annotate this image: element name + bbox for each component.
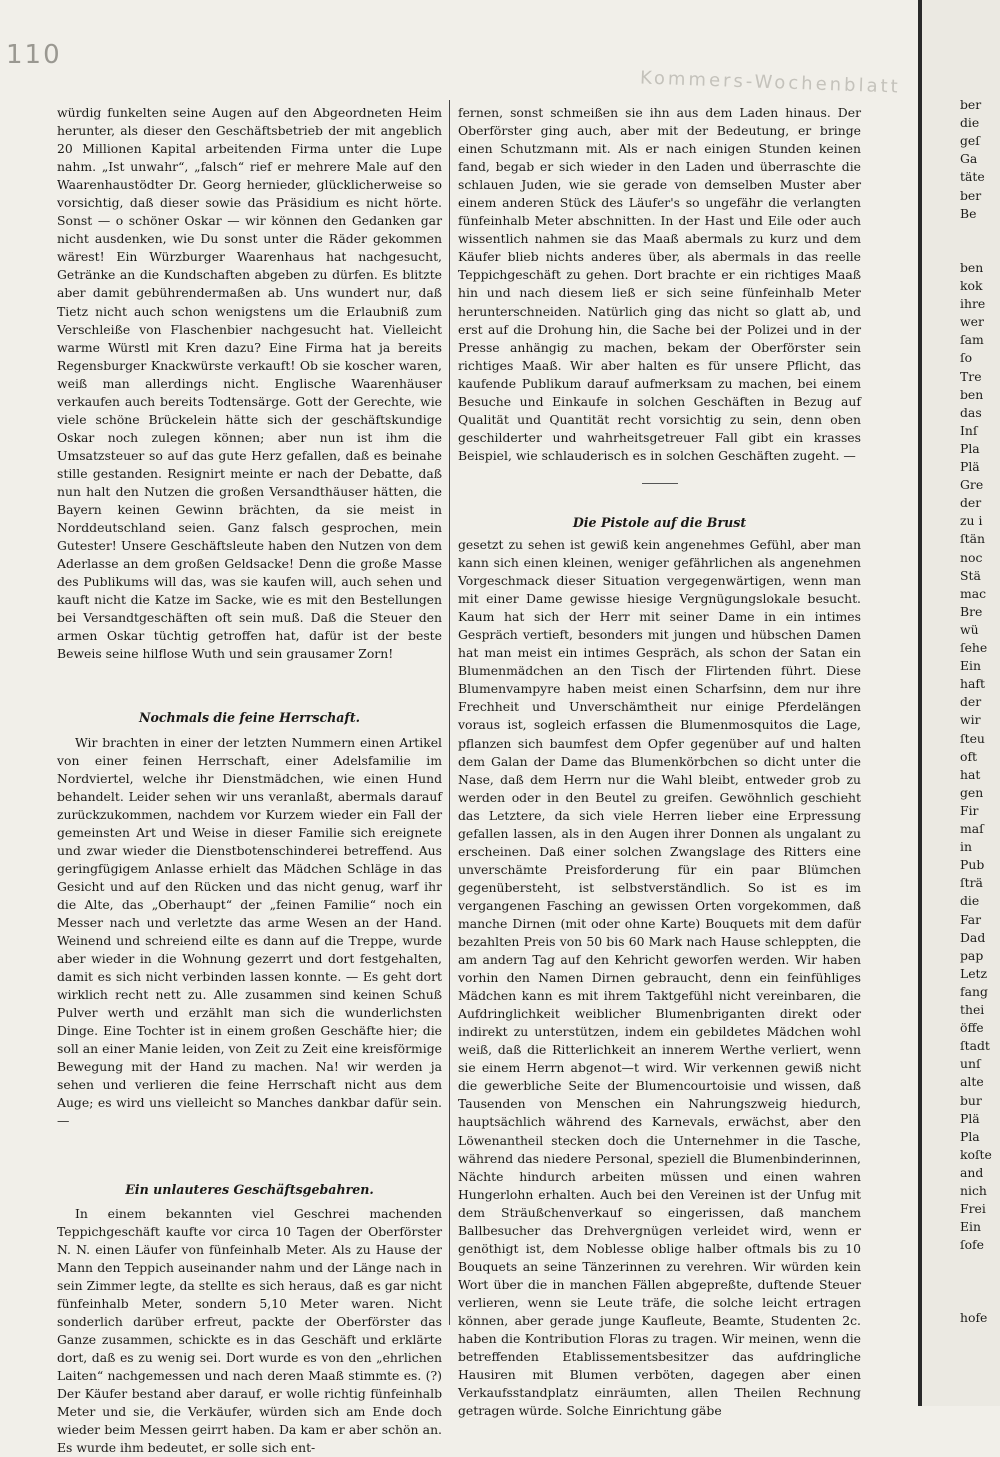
edge-fragment: ber — [960, 97, 982, 112]
edge-fragment: haft — [960, 676, 985, 692]
middle-column — [458, 104, 861, 1420]
edge-fragment: täte — [960, 169, 985, 185]
edge-fragment: wü — [960, 621, 979, 637]
edge-fragment: der — [960, 495, 982, 511]
edge-fragment: koſte — [960, 1146, 992, 1162]
edge-fragment: in — [960, 839, 972, 855]
edge-fragment: alte — [960, 1074, 984, 1090]
edge-fragment: ſtadt — [960, 1038, 990, 1054]
edge-fragment: Far — [960, 911, 982, 927]
edge-fragment: bur — [960, 1092, 982, 1108]
article-text: gesetzt zu sehen ist gewiß kein angenehmes Gefühl, aber man kann sich einen kleinen, weniger gefährlichen als angenehmen Vorgeschmack dieser Situation vergegenwärtigen, wenn man mit einer Dame gewisse hiesige Vergnügungslokale besucht. Kaum hat sich der Herr mit seiner Dame in ein intimes Gespräch vertieft, besonders mit jungen und hübschen Damen hat man meist ein intimes Gespräch, als schon der Satan ein Blumenmädchen an den Tisch der Flirtenden führt. Diese Blumenvampyre haben meist einen Scharfsinn, dem nur ihre Frechheit und Unverschämtheit nur einige Pferdelängen voraus ist, sogleich erfassen die Blumenmosquitos die Lage, pflanzen sich baumfest dem Opfer gegenüber auf und halten dem Galan der Dame das Blumenkörbchen so dicht unter die Nase, daß dem Herrn nur die Wahl bleibt, entweder grob zu werden oder in den Beutel zu greifen. Gewöhnlich geschieht das Letztere, da sich viele Herren lieber eine Erpressung gefallen lassen, als in den Augen ihrer Donnen als ungalant zu erscheinen. Daß einer solchen Zwangslage des Ritters eine unverschämte Preisforderung für ein paar Blümchen gegenübersteht, ist selbstverständlich. So ist es im vergangenen Fasching an gewissen Orten vorgekommen, daß manche Dirnen (mit oder ohne Karte) Bouquets mit dem dafür bezahlten Preis von 50 bis 60 Mark nach Hause schleppten, die am andern Tag auf den Kehricht geworfen werden. Wir haben vorhin den Namen Dirnen gebraucht, denn ein feinfühliges Mädchen kann es mit ihrem Taktgefühl nicht vereinbaren, die Aufdringlichkeit weiblicher Blumenbriganten direkt oder indirekt zu unterstützen, indem ein gebildetes Mädchen wohl weiß, daß die Ritterlichkeit an innerem Werthe verliert, wenn sie einem Herrn abgenot—t wird. Wir verkennen gewiß nicht die gewerbliche Seite der Blumencourtoisie und wissen, daß Tausenden von Menschen ein Nahrungszweig hiedurch, hauptsächlich während des Karnevals, erwächst, aber den Löwenantheil stecken doch die Unternehmer in die Tasche, während das niedere Personal, speziell die Blumenbinderinnen, Nächte hindurch arbeiten müssen und einen wahren Hungerlohn erhalten. Auch bei den Vereinen ist der Unfug mit dem Sträußchenverkauf so eingerissen, daß manchem Ballbesucher das Drehvergnügen verleidet wird, wenn er genöthigt ist, dem Noblesse oblige halber oftmals bis zu 10 Bouquets an seine Tänzerinnen zu verehren. Wir würden kein Wort über die in manchen Fällen abgepreßte, duftende Steuer verlieren, wenn sie Leute träfe, die solche leicht ertragen können, aber gerade junge Kaufleute, Beamte, Studenten 2c. haben die Kontribution Floras zu tragen. Wir meinen, wenn die betreffenden Etablissementsbesitzer das aufdringliche Hausiren mit Blumen verböten, dagegen aber einen Verkaufsstandplatz einräumten, allen Theilen Rechnung getragen würde. Solche Einrichtung gäbe — [458, 536, 861, 1419]
edge-fragment: mac — [960, 585, 987, 601]
edge-fragment: das — [960, 404, 982, 420]
edge-fragment: fang — [960, 983, 988, 999]
edge-fragment: Bre — [960, 603, 983, 619]
edge-fragment: Tre — [960, 368, 982, 384]
edge-fragment: ſträ — [960, 875, 983, 891]
edge-fragment: Pla — [960, 440, 980, 456]
edge-fragment: die — [960, 893, 980, 909]
edge-fragment: thei — [960, 1002, 985, 1017]
edge-fragment: öffe — [960, 1020, 984, 1036]
edge-fragment: Pub — [960, 857, 985, 873]
edge-fragment: Dad — [960, 929, 986, 945]
edge-fragment: unſ — [960, 1056, 981, 1072]
edge-fragment: ſteu — [960, 730, 985, 746]
edge-fragment: ſehe — [960, 640, 988, 655]
edge-fragment: die — [960, 115, 980, 131]
intro-article-text: würdig funkelten seine Augen auf den Abgeordneten Heim herunter, als dieser den Geschäftsbetrieb der mit angeblich 20 Millionen Kapital arbeitenden Firma unter die Lupe nahm. „Ist unwahr“, „falsch“ rief er mehrere Male auf den Waarenhaustödter Dr. Georg hernieder, glücklicherweise so vorsichtig, daß dieser sowie das Präsidium es nicht hörte. Sonst — o schöner Oskar — wir können den Gedanken gar nicht ausdenken, wie Du sonst unter die Räder gekommen wärest! Ein Würzburger Waarenhaus hat nachgesucht, Getränke an die Kundschaften abgeben zu dürfen. Es blitzte aber damit gebührendermaßen ab. Uns wundert nur, daß Tietz nicht auch schon wenigstens um die Erlaubniß zum Verschleiße von Flaschenbier nachgesucht hat. Vielleicht warme Würstl mit Kren dazu? Eine Firma hat ja bereits Regensburger Knackwürste verkauft! Ob sie koscher waren, weiß man allerdings nicht. Englische Waarenhäuser verkaufen auch bereits Todtensärge. Gott der Gerechte, wie viele schöne Brückelein hätte sich der geschäftskundige Oskar noch zulegen können; aber nun ist ihm die Umsatzsteuer so auf das gute Herz gefallen, daß es beinahe stille gestanden. Resignirt meinte er nach der Debatte, daß nun halt den Nutzen die großen Versandthäuser hätten, die Bayern keinen Gewinn brächten, da sie meist in Norddeutschland seien. Ganz falsch gesprochen, mein Gutester! Unsere Geschäftsleute haben den Nutzen von dem Aderlasse an dem großen Geldsacke! Denn die große Masse des Publikums will das, was sie kaufen will, auch sehen und kauft nicht die Katze im Sacke, wie es mit den Bestellungen bei Versandtgeschäften oft sein muß. Daß die Steuer den armen Oskar tüchtig getroffen hat, dafür ist der beste Beweis seine hilflose Wuth und sein grausamer Zorn! — [57, 105, 442, 662]
edge-fragment: oft — [960, 748, 978, 764]
library-stamp: Kommers-Wochenblatt — [639, 67, 902, 98]
edge-fragment: ſofe — [960, 1237, 984, 1253]
edge-fragment: Ein — [960, 658, 981, 674]
edge-fragment: maſ — [960, 821, 984, 836]
edge-fragment: zu i — [960, 513, 983, 529]
edge-fragment: ihre — [960, 296, 986, 312]
edge-fragment: wir — [960, 712, 981, 728]
article-title: Nochmals die feine Herrschaft. — [138, 710, 361, 726]
edge-fragment: Be — [960, 205, 977, 221]
edge-fragment: wer — [960, 314, 984, 330]
left-column — [57, 104, 442, 1457]
edge-fragment: Pla — [960, 1128, 980, 1144]
edge-fragment: ſtän — [960, 531, 985, 547]
article-title: Ein unlauteres Geschäftsgebahren. — [125, 1181, 374, 1197]
edge-fragment: ben — [960, 386, 984, 402]
edge-fragment: Inſ — [960, 422, 978, 438]
edge-fragment: Stä — [960, 567, 981, 583]
article-text: Wir brachten in einer der letzten Nummern einen Artikel von einer feinen Herrschaft, einer Adelsfamilie im Nordviertel, welche ihr Dienstmädchen, wie einen Hund behandelt. Leider sehen wir uns veranlaßt, abermals darauf zurückzukommen, nachdem vor Kurzem wieder ein Fall der gemeinsten Art und Weise in dieser Familie sich ereignete und zwar wieder die Dienstbotenschinderei betreffend. Aus geringfügigem Anlasse erhielt das Mädchen Schläge in das Gesicht und auf den Rücken und das nicht genug, warf ihr die Alte, das „Oberhaupt“ der „feinen Familie“ noch ein Messer nach und verletzte das arme Wesen an der Hand. Weinend und schreiend eilte es dann auf die Treppe, wurde aber wieder in die Wohnung gezerrt und dort festgehalten, damit es sich nicht verbinden lassen konnte. — Es geht dort wirklich recht nett zu. Alle zusammen sind keinen Schuß Pulver werth und erzählt man sich die wunderlichsten Dinge. Eine Tochter ist in einem großen Geschäfte hier; die soll an einer Manie leiden, von Zeit zu Zeit eine kreisförmige Bewegung mit der Hand zu machen. Na! wir werden ja sehen und verlieren die feine Herrschaft nicht aus dem Auge; es wird uns vielleicht so Manches dankbar dafür sein. — — [57, 734, 442, 1129]
article-text: In einem bekannten viel Geschrei machenden Teppichgeschäft kaufte vor circa 10 Tagen der Oberförster N. N. einen Läufer von fünfeinhalb Meter. Als zu Hause der Mann den Teppich auseinander nahm und der Länge nach in sein Zimmer legte, da stellte es sich heraus, daß es gar nicht fünfeinhalb Meter, sondern 5,10 Meter waren. Nicht sonderlich darüber erfreut, packte der Oberförster das Ganze zusammen, schickte es in das Geschäft und erklärte dort, daß es zu wenig sei. Dort wurde es von den „ehrlichen Laiten“ nachgemessen und nach deren Maaß stimmte es. (?) Der Käufer bestand aber darauf, er wolle richtig fünfeinhalb Meter und sie, die Verkäufer, würden sich am Ende doch wieder beim Messen geirrt haben. Da kam er aber schön an. Es wurde ihm bedeutet, er solle sich ent- — [57, 1205, 442, 1456]
edge-fragment: Ein — [960, 1219, 981, 1235]
edge-fragment: geſ — [960, 133, 980, 149]
edge-fragment: Gre — [960, 477, 984, 493]
edge-fragment: pap — [960, 947, 984, 963]
page-number: 110 — [6, 40, 62, 70]
edge-fragment: gen — [960, 784, 984, 800]
edge-fragment: Letz — [960, 965, 988, 981]
edge-fragment: Plä — [960, 1110, 980, 1126]
article-title: Die Pistole auf die Brust — [572, 514, 747, 530]
edge-fragment: hat — [960, 766, 981, 782]
edge-fragment: ber — [960, 187, 982, 203]
edge-fragment: hofe — [960, 1309, 988, 1325]
edge-fragment: der — [960, 694, 982, 710]
edge-fragment: and — [960, 1164, 984, 1180]
edge-fragment: Plä — [960, 459, 980, 474]
column-divider — [449, 100, 450, 1325]
edge-fragment: Ga — [960, 151, 978, 167]
edge-fragment: Fir — [960, 802, 979, 818]
edge-fragment: ſam — [960, 332, 984, 348]
edge-fragment: kok — [960, 278, 983, 293]
edge-fragment: noc — [960, 549, 983, 565]
article-continuation-text: fernen, sonst schmeißen sie ihn aus dem Laden hinaus. Der Oberförster ging auch, aber mit der Bedeutung, er bringe einen Schutzmann mit. Als er nach einigen Stunden keinen fand, begab er sich wieder in den Laden und überraschte die schlauen Juden, wie sie gerade von demselben Muster aber einem anderen Stück des Läufer's so ungefähr die verlangten fünfeinhalb Meter abschnitten. In der Hast und Eile oder auch wissentlich nahmen sie das Maaß abermals zu kurz und dem Käufer blieb nichts anderes über, als abermals in das reelle Teppichgeschäft zu gehen. Dort brachte er ein richtiges Maaß hin und nach diesem ließ er sich seine fünfeinhalb Meter herunterschneiden. Natürlich ging das nicht so glatt ab, und erst auf die Drohung hin, die Sache bei der Polizei und in der Presse anhängig zu machen, bekam der Oberförster sein richtiges Maaß. Wir aber halten es für unsere Pflicht, das kaufende Publikum darauf aufmerksam zu machen, bei einem Besuche und Einkaufe in solchen Geschäften in Bezug auf Qualität und Quantität recht vorsichtig zu sein, denn oben geschilderter und wahrheitsgetreuer Fall gibt ein krasses Beispiel, wie schlauderisch es in solchen Geschäften zugeht. — — [458, 105, 861, 463]
edge-fragment: nich — [960, 1183, 987, 1198]
edge-fragment: Frei — [960, 1201, 986, 1217]
edge-fragment: ben — [960, 259, 984, 275]
edge-fragment: ſo — [960, 350, 973, 366]
